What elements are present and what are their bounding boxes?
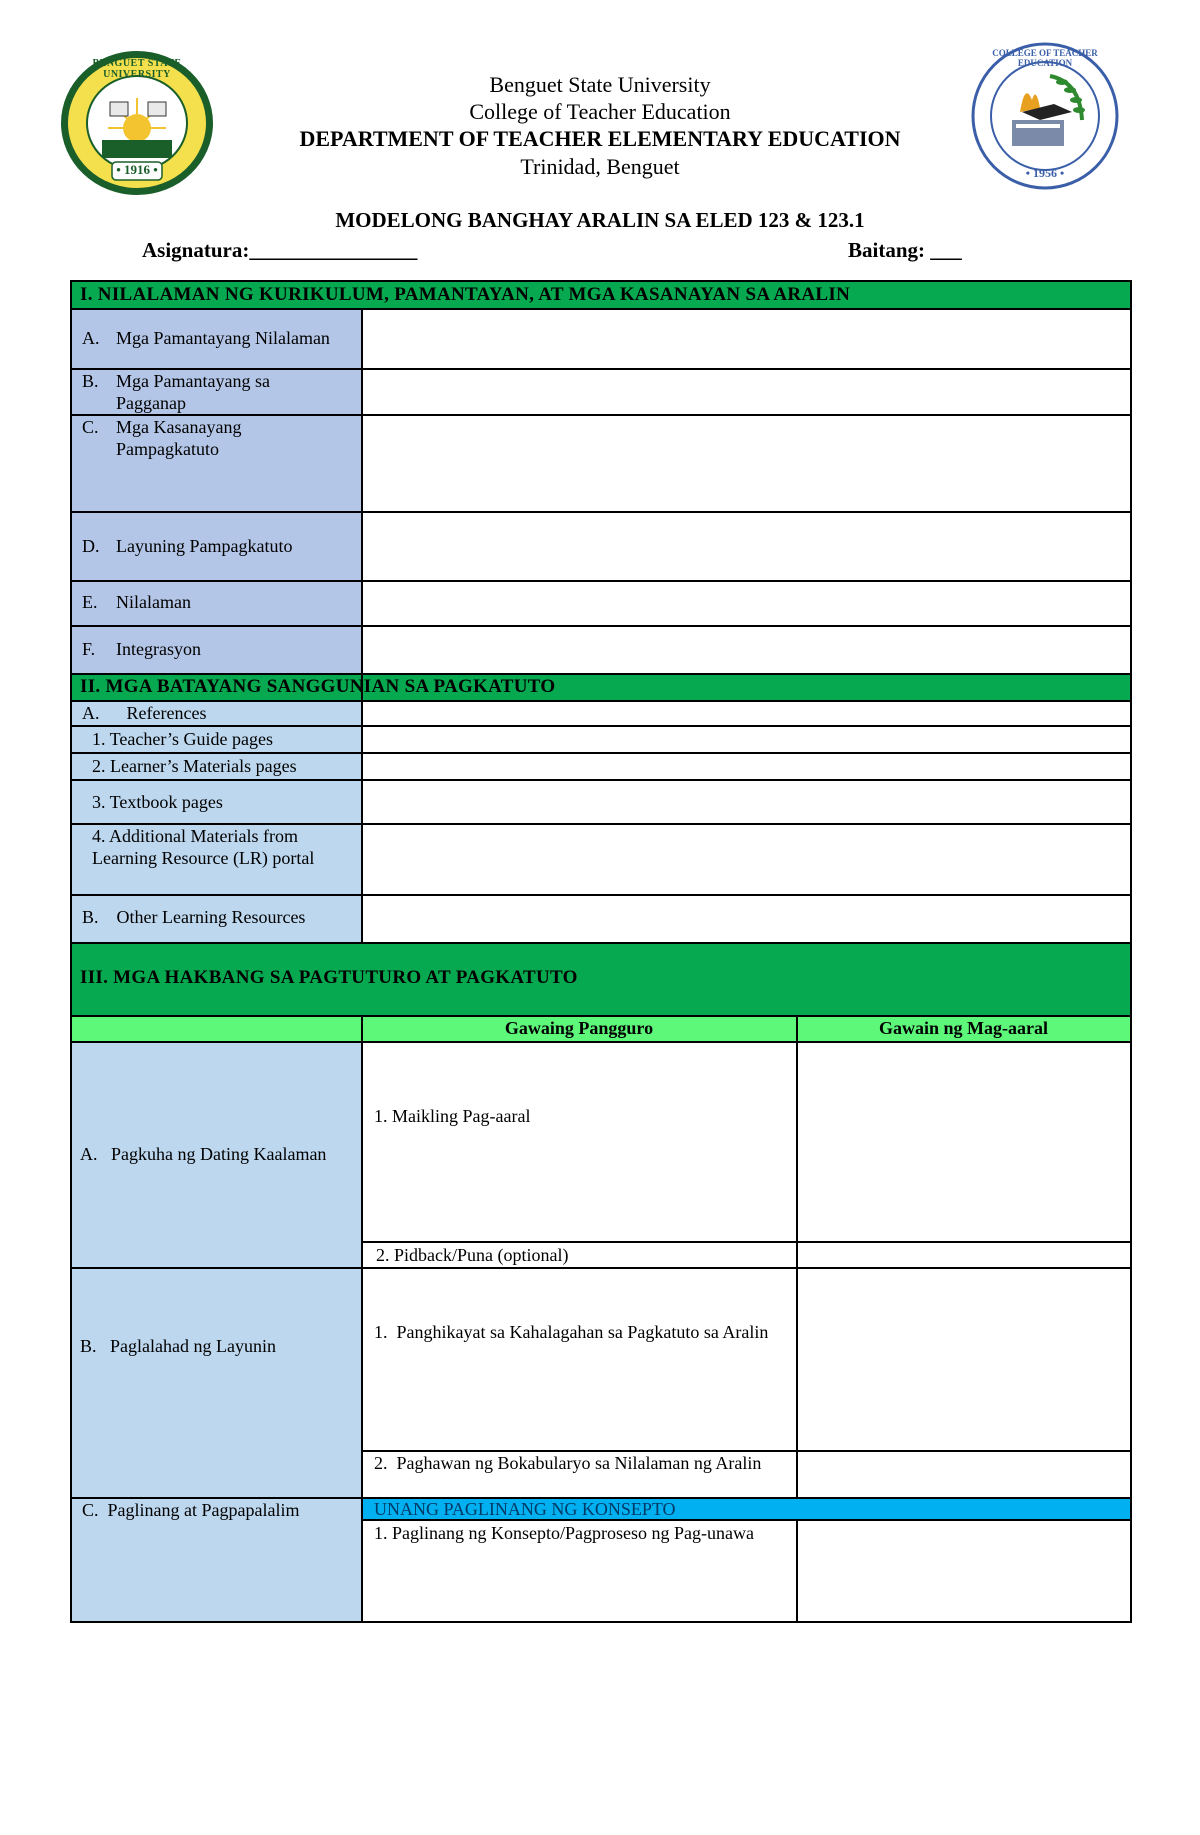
s3-item-pidback: 2. Pidback/Puna (optional) [376, 1245, 569, 1265]
s3-item-paglinang-konsepto: 1. Paglinang ng Konsepto/Pagproseso ng Pag-unawa [374, 1523, 754, 1543]
cte-logo-ring-text: COLLEGE OF TEACHER EDUCATION [992, 48, 1098, 68]
asignatura-field[interactable]: Asignatura:________________ [142, 238, 418, 262]
s1-letter-f: F. [82, 639, 96, 659]
s1-answer-a[interactable] [363, 310, 1129, 367]
s2-label-other-resources: B. Other Learning Resources [82, 907, 306, 927]
form-title: MODELONG BANGHAY ARALIN SA ELED 123 & 123.1 [335, 208, 865, 232]
s3-answer-student-c1[interactable] [798, 1521, 1129, 1620]
baitang-field[interactable]: Baitang: ___ [848, 238, 962, 262]
section2-title: II. MGA BATAYANG SANGGUNIAN SA PAGKATUTO [80, 676, 556, 697]
s3-answer-teacher-a1[interactable] [363, 1130, 795, 1240]
college-name: College of Teacher Education [469, 99, 731, 124]
unang-paglinang-label: UNANG PAGLINANG NG KONSEPTO [374, 1499, 676, 1519]
s3-answer-student-b2[interactable] [798, 1452, 1129, 1496]
s3-answer-student-b1[interactable] [798, 1269, 1129, 1449]
s2-label-learners-materials: 2. Learner’s Materials pages [92, 756, 297, 776]
s3-label-paglinang: C. Paglinang at Pagpapalalim [82, 1500, 300, 1520]
s1-answer-c[interactable] [363, 416, 1129, 510]
s1-answer-d[interactable] [363, 513, 1129, 579]
s1-label-d: Layuning Pampagkatuto [116, 536, 293, 556]
location: Trinidad, Benguet [520, 154, 680, 179]
s2-answer-additional-materials[interactable] [363, 825, 1129, 893]
s2-label-teachers-guide: 1. Teacher’s Guide pages [92, 729, 274, 749]
s3-label-paglalahad: B. Paglalahad ng Layunin [80, 1336, 276, 1356]
s2-label-references: A. References [82, 703, 207, 723]
s1-letter-e: E. [82, 592, 98, 612]
s2-answer-references[interactable] [363, 702, 1129, 724]
bsu-logo-ring-text: BENGUET STATE UNIVERSITY [92, 58, 182, 80]
s2-answer-textbook[interactable] [363, 781, 1129, 822]
s1-letter-b: B. [82, 371, 99, 391]
s3-item-panghikayat: 1. Panghikayat sa Kahalagahan sa Pagkatuto sa Aralin [374, 1322, 769, 1342]
s3-answer-student-a1[interactable] [798, 1043, 1129, 1240]
s1-answer-b[interactable] [363, 370, 1129, 413]
s1-label-c: Mga Kasanayang Pampagkatuto [116, 417, 242, 459]
s3-answer-student-a2[interactable] [798, 1243, 1129, 1266]
bsu-logo-year: • 1916 • [116, 162, 158, 177]
s1-label-e: Nilalaman [116, 592, 191, 612]
s1-label-b: Mga Pamantayang sa Pagganap [116, 371, 270, 413]
s3-item-maikling-pag-aaral: 1. Maikling Pag-aaral [374, 1106, 531, 1126]
cte-logo-year: • 1956 • [1025, 166, 1065, 180]
s2-label-additional-materials: 4. Additional Materials from Learning Resource (LR) portal [92, 826, 315, 868]
department-name: DEPARTMENT OF TEACHER ELEMENTARY EDUCATION [299, 126, 901, 151]
s1-label-a: Mga Pamantayang Nilalaman [116, 328, 330, 348]
s2-answer-teachers-guide[interactable] [363, 727, 1129, 751]
s1-answer-e[interactable] [363, 582, 1129, 624]
university-name: Benguet State University [489, 72, 711, 97]
s2-answer-other-resources[interactable] [363, 896, 1129, 941]
col-header-gawaing-pangguro: Gawaing Pangguro [504, 1018, 654, 1038]
s1-letter-a: A. [82, 328, 100, 348]
section3-label-col [71, 1041, 362, 1621]
s3-item-paghawan: 2. Paghawan ng Bokabularyo sa Nilalaman ng Aralin [374, 1453, 762, 1473]
s1-label-f: Integrasyon [116, 639, 201, 659]
s1-letter-c: C. [82, 417, 99, 437]
s1-letter-d: D. [82, 536, 100, 556]
section1-label-col [71, 308, 362, 673]
col-header-gawain-ng-mag-aaral: Gawain ng Mag-aaral [879, 1018, 1048, 1038]
s2-answer-learners-materials[interactable] [363, 754, 1129, 778]
s1-answer-f[interactable] [363, 627, 1129, 672]
section1-title: I. NILALAMAN NG KURIKULUM, PAMANTAYAN, AT MGA KASANAYAN SA ARALIN [80, 284, 851, 305]
section3-title: III. MGA HAKBANG SA PAGTUTURO AT PAGKATUTO [80, 967, 578, 988]
s3-label-pagkuha: A. Pagkuha ng Dating Kaalaman [80, 1144, 327, 1164]
s2-label-textbook: 3. Textbook pages [92, 792, 223, 812]
